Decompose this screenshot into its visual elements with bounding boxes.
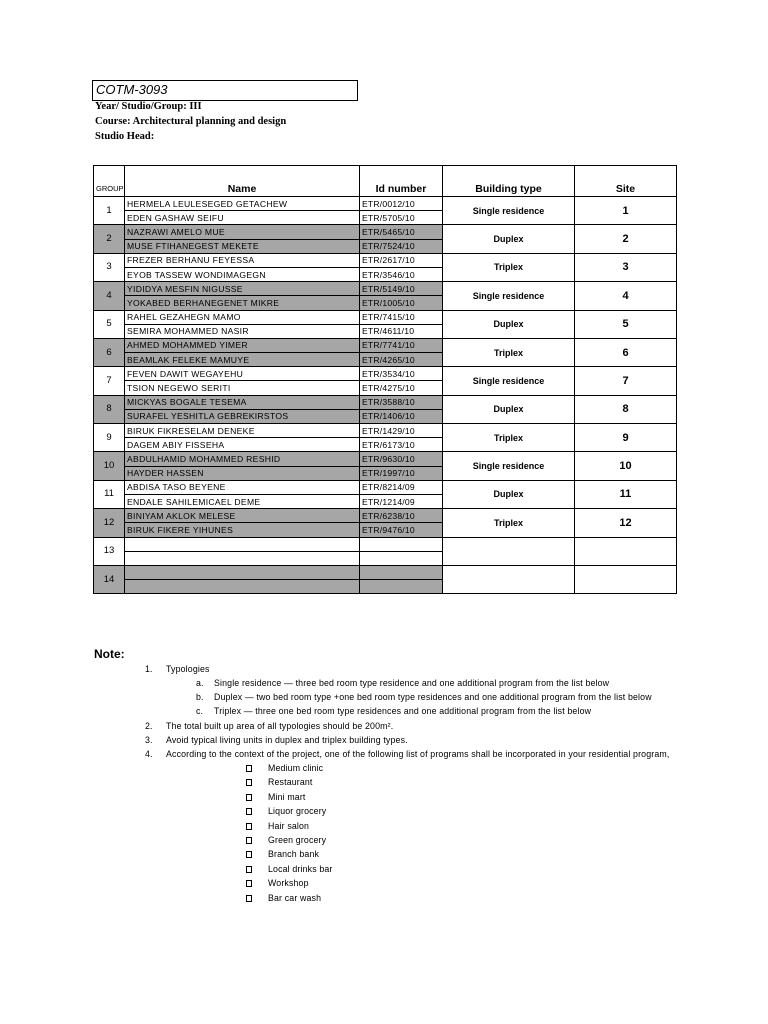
student-name-cell: ABDISA TASO BEYENE <box>125 480 360 494</box>
group-number-cell: 8 <box>94 395 125 423</box>
program-list-item: Green grocery <box>268 835 327 845</box>
building-type-cell: Triplex <box>443 338 575 366</box>
student-name-cell: HAYDER HASSEN <box>125 466 360 480</box>
table-row <box>94 338 677 352</box>
student-name-cell <box>125 580 360 594</box>
student-id-cell: ETR/1005/10 <box>360 296 443 310</box>
student-name-cell: SEMIRA MOHAMMED NASIR <box>125 324 360 338</box>
group-number-cell: 13 <box>94 537 125 565</box>
student-id-cell: ETR/5705/10 <box>360 211 443 225</box>
student-id-cell: ETR/2617/10 <box>360 253 443 267</box>
student-name-cell: BIRUK FIKRESELAM DENEKE <box>125 424 360 438</box>
group-number-cell: 14 <box>94 565 125 593</box>
student-id-cell <box>360 551 443 565</box>
student-name-cell: YIDIDYA MESFIN NIGUSSE <box>125 282 360 296</box>
note-item-number: 1. <box>145 664 153 674</box>
building-type-cell <box>443 537 575 565</box>
student-id-cell: ETR/4265/10 <box>360 353 443 367</box>
student-name-cell <box>125 551 360 565</box>
program-list-item: Local drinks bar <box>268 863 333 874</box>
student-name-cell: SURAFEL YESHITLA GEBREKIRSTOS <box>125 409 360 423</box>
building-type-column-header: Building type <box>443 166 575 197</box>
group-number-cell: 10 <box>94 452 125 480</box>
site-number-cell: 4 <box>575 282 677 310</box>
note-subitem-text: Single residence — three bed room type residence and one additional program from the list below <box>214 678 610 688</box>
checkbox-square-icon <box>246 851 252 858</box>
site-number-cell: 3 <box>575 253 677 281</box>
student-name-cell: EDEN GASHAW SEIFU <box>125 211 360 225</box>
student-id-cell: ETR/1214/09 <box>360 494 443 508</box>
checkbox-square-icon <box>246 880 252 887</box>
checkbox-square-icon <box>246 808 252 815</box>
program-list-item: Mini mart <box>268 791 306 802</box>
building-type-cell: Single residence <box>443 452 575 480</box>
program-list-item: Bar car wash <box>268 892 322 903</box>
note-item-text: Typologies <box>166 664 210 674</box>
name-column-header: Name <box>125 166 360 197</box>
checkbox-square-icon <box>246 779 252 786</box>
studio-head-line: Studio Head: <box>95 131 155 142</box>
student-name-cell: MUSE FTIHANEGEST MEKETE <box>125 239 360 253</box>
student-id-cell: ETR/4275/10 <box>360 381 443 395</box>
student-id-cell: ETR/7415/10 <box>360 310 443 324</box>
student-id-cell: ETR/6238/10 <box>360 509 443 523</box>
table-row <box>94 197 677 211</box>
student-id-cell: ETR/8214/09 <box>360 480 443 494</box>
student-name-cell: NAZRAWI AMELO MUE <box>125 225 360 239</box>
building-type-cell: Triplex <box>443 509 575 537</box>
student-id-cell: ETR/7741/10 <box>360 338 443 352</box>
group-number-cell: 1 <box>94 197 125 225</box>
group-roster-table <box>93 165 677 594</box>
note-title: Note: <box>94 647 125 661</box>
student-id-cell: ETR/5465/10 <box>360 225 443 239</box>
student-name-cell: FREZER BERHANU FEYESSA <box>125 253 360 267</box>
note-item-number: 4. <box>145 749 153 759</box>
building-type-cell: Single residence <box>443 197 575 225</box>
student-name-cell: FEVEN DAWIT WEGAYEHU <box>125 367 360 381</box>
site-number-cell: 9 <box>575 424 677 452</box>
table-row <box>94 480 677 494</box>
note-subitem-letter: c. <box>196 706 204 716</box>
student-name-cell: ENDALE SAHILEMICAEL DEME <box>125 494 360 508</box>
table-row <box>94 424 677 438</box>
site-number-cell: 2 <box>575 225 677 253</box>
program-list-item: Restaurant <box>268 777 313 788</box>
site-number-cell: 1 <box>575 197 677 225</box>
checkbox-square-icon <box>246 794 252 801</box>
site-number-cell: 12 <box>575 509 677 537</box>
group-number-cell: 7 <box>94 367 125 395</box>
table-row <box>94 282 677 296</box>
group-number-cell: 11 <box>94 480 125 508</box>
group-number-cell: 9 <box>94 424 125 452</box>
student-id-cell <box>360 580 443 594</box>
site-number-cell: 10 <box>575 452 677 480</box>
group-number-cell: 2 <box>94 225 125 253</box>
note-item-text: According to the context of the project, one of the following list of programs shall be incorporated in your residential program, <box>166 749 670 759</box>
table-header-row <box>94 166 677 197</box>
program-list-item: Medium clinic <box>268 763 324 773</box>
checkbox-square-icon <box>246 895 252 902</box>
student-id-cell <box>360 537 443 551</box>
checkbox-square-icon <box>246 765 252 772</box>
student-name-cell: RAHEL GEZAHEGN MAMO <box>125 310 360 324</box>
building-type-cell: Duplex <box>443 310 575 338</box>
student-name-cell: EYOB TASSEW WONDIMAGEGN <box>125 267 360 281</box>
site-number-cell <box>575 565 677 593</box>
group-column-header: GROUP <box>94 166 125 197</box>
site-number-cell: 7 <box>575 367 677 395</box>
student-name-cell <box>125 537 360 551</box>
student-name-cell: DAGEM ABIY FISSEHA <box>125 438 360 452</box>
student-id-cell: ETR/7524/10 <box>360 239 443 253</box>
student-name-cell: AHMED MOHAMMED YIMER <box>125 338 360 352</box>
course-line: Course: Architectural planning and design <box>95 116 287 127</box>
site-number-cell: 5 <box>575 310 677 338</box>
note-subitem-text: Duplex — two bed room type +one bed room type residences and one additional program from the list below <box>214 692 652 702</box>
student-id-cell: ETR/1997/10 <box>360 466 443 480</box>
student-name-cell: TSION NEGEWO SERITI <box>125 381 360 395</box>
course-code-box: COTM-3093 <box>92 80 358 101</box>
table-row <box>94 395 677 409</box>
roster-body <box>94 197 677 594</box>
site-column-header: Site <box>575 166 677 197</box>
student-name-cell: BEAMLAK FELEKE MAMUYE <box>125 353 360 367</box>
building-type-cell: Duplex <box>443 480 575 508</box>
program-list-item: Branch bank <box>268 849 320 860</box>
table-row <box>94 225 677 239</box>
note-item-number: 3. <box>145 735 153 745</box>
program-list-item: Hair salon <box>268 820 310 831</box>
program-list-item: Workshop <box>268 878 309 889</box>
group-number-cell: 5 <box>94 310 125 338</box>
note-item-number: 2. <box>145 721 153 731</box>
site-number-cell <box>575 537 677 565</box>
student-name-cell: MICKYAS BOGALE TESEMA <box>125 395 360 409</box>
group-number-cell: 12 <box>94 509 125 537</box>
student-id-cell: ETR/5149/10 <box>360 282 443 296</box>
id-column-header: Id number <box>360 166 443 197</box>
student-id-cell: ETR/0012/10 <box>360 197 443 211</box>
note-subitem-letter: a. <box>196 678 204 688</box>
student-id-cell: ETR/6173/10 <box>360 438 443 452</box>
building-type-cell: Triplex <box>443 253 575 281</box>
student-name-cell: HERMELA LEULESEGED GETACHEW <box>125 197 360 211</box>
site-number-cell: 8 <box>575 395 677 423</box>
table-row <box>94 367 677 381</box>
building-type-cell: Single residence <box>443 367 575 395</box>
table-row <box>94 509 677 523</box>
student-id-cell: ETR/9630/10 <box>360 452 443 466</box>
building-type-cell: Duplex <box>443 395 575 423</box>
building-type-cell: Duplex <box>443 225 575 253</box>
student-name-cell <box>125 565 360 579</box>
student-name-cell: YOKABED BERHANEGENET MIKRE <box>125 296 360 310</box>
student-id-cell: ETR/3534/10 <box>360 367 443 381</box>
student-id-cell: ETR/4611/10 <box>360 324 443 338</box>
building-type-cell: Single residence <box>443 282 575 310</box>
building-type-cell <box>443 565 575 593</box>
checkbox-square-icon <box>246 866 252 873</box>
program-list-item: Liquor grocery <box>268 806 327 817</box>
student-id-cell: ETR/3546/10 <box>360 267 443 281</box>
note-subitem-letter: b. <box>196 692 204 702</box>
note-item-text: Avoid typical living units in duplex and triplex building types. <box>166 735 408 745</box>
table-row <box>94 452 677 466</box>
table-row <box>94 253 677 267</box>
student-name-cell: ABDULHAMID MOHAMMED RESHID <box>125 452 360 466</box>
student-name-cell: BIRUK FIKERE YIHUNES <box>125 523 360 537</box>
site-number-cell: 11 <box>575 480 677 508</box>
year-studio-group-line: Year/ Studio/Group: III <box>95 101 202 112</box>
site-number-cell: 6 <box>575 338 677 366</box>
table-row <box>94 310 677 324</box>
note-subitem-text: Triplex — three one bed room type residences and one additional program from the list below <box>214 706 592 716</box>
student-name-cell: BINIYAM AKLOK MELESE <box>125 509 360 523</box>
student-id-cell <box>360 565 443 579</box>
student-id-cell: ETR/1429/10 <box>360 424 443 438</box>
student-id-cell: ETR/3588/10 <box>360 395 443 409</box>
building-type-cell: Triplex <box>443 424 575 452</box>
student-id-cell: ETR/1406/10 <box>360 409 443 423</box>
checkbox-square-icon <box>246 837 252 844</box>
group-number-cell: 6 <box>94 338 125 366</box>
group-number-cell: 3 <box>94 253 125 281</box>
note-item-text: The total built up area of all typologies should be 200m². <box>166 721 394 731</box>
student-id-cell: ETR/9476/10 <box>360 523 443 537</box>
checkbox-square-icon <box>246 823 252 830</box>
group-number-cell: 4 <box>94 282 125 310</box>
table-row <box>94 565 677 579</box>
table-row <box>94 537 677 551</box>
